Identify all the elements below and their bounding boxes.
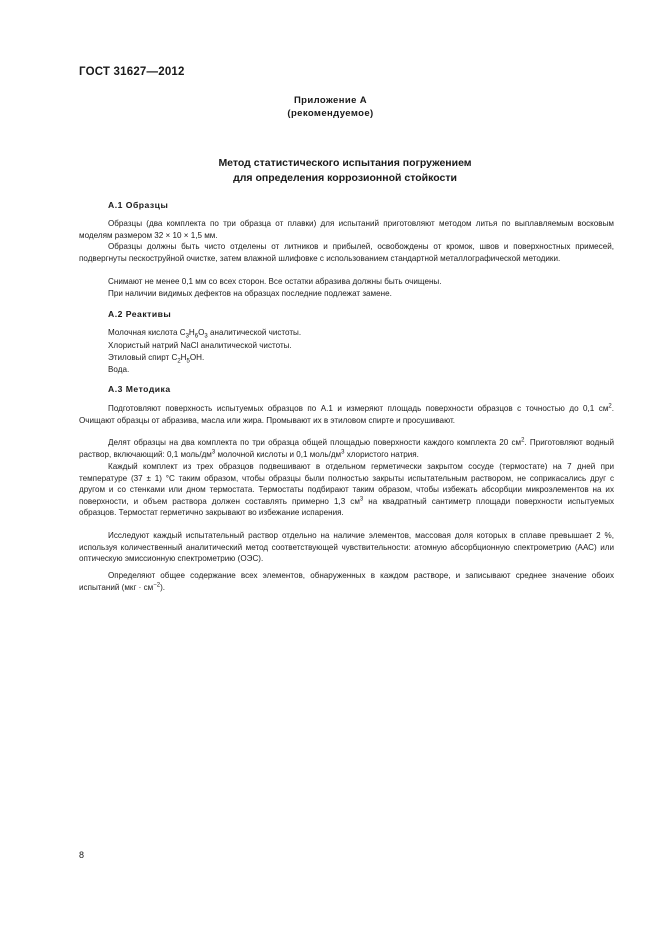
section-a1-paragraph: Снимают не менее 0,1 мм со всех сторон. Все остатки абразива должны быть очищены. xyxy=(108,277,442,286)
section-a1-paragraph: Образцы (два комплекта по три образца от плавки) для испытаний приготовляют методом литья по выплавляемым восковым моделям размером 32 × 10 × 1,5 мм. xyxy=(79,219,614,240)
method-title-line-1: Метод статистического испытания погружением xyxy=(218,157,472,169)
section-a2-heading: А.2 Реактивы xyxy=(108,309,172,319)
method-title-line-2: для определения коррозионной стойкости xyxy=(233,172,457,184)
reagent-sodium-chloride: Хлористый натрий NaCl аналитической чистоты. xyxy=(108,341,292,350)
section-a3-paragraph: Подготовляют поверхность испытуемых образцов по А.1 и измеряют площадь поверхности образцов с точностью до 0,1 $см^2$. Очищают образцы от абразива, масла или жира. Промывают их в этиловом спирте и просушивают. xyxy=(79,403,614,425)
annex-title: Приложение А xyxy=(293,95,368,106)
section-a3-paragraph: Делят образцы на два комплекта по три образца общей площадью поверхности каждого комплекта 20 $см^2$. Приготовляют водный раствор, включающий: 0,1 моль/$дм^3$ молочной кислоты и 0,1 моль/$дм^3$ хлористого натрия. xyxy=(79,437,615,459)
section-a1-paragraph: При наличии видимых дефектов на образцах последние подлежат замене. xyxy=(108,289,392,298)
section-a3-paragraph: Определяют общее содержание всех элементов, обнаруженных в каждом растворе, и записывают среднее значение обоих испытаний $(мкг \cdot см^{-2})$. xyxy=(79,571,614,592)
reagent-water: Вода. xyxy=(108,365,130,374)
reagent-ethanol: Этиловый спирт $C_2H_5OH$. xyxy=(108,353,205,365)
section-a1-heading: А.1 Образцы xyxy=(108,200,169,210)
section-a1-paragraph: Образцы должны быть чисто отделены от литников и прибылей, освобождены от кромок, швов и поверхностных примесей, подвергнуты пескоструйной очистке, затем влажной шлифовке с использованием стандартной металлографической методики. xyxy=(79,242,614,263)
page-number: 8 xyxy=(79,850,85,860)
annex-status: (рекомендуемое) xyxy=(287,108,374,119)
section-a3-paragraph: Каждый комплект из трех образцов подвешивают в отдельном герметически закрытом сосуде (термостате) на 7 дней при температуре (37 ± 1) °С таким образом, чтобы образцы были полностью закрыты испытательным раствором, не соприкасались друг с другом и со стенками или дном термостата. Термостаты подбирают таким образом, чтобы избежать абсорбции микроэлементов на их поверхности, и объем раствора должен составлять примерно 1,3 $см^3$ на квадратный сантиметр площади поверхности испытуемых образцов. Термостат герметично закрывают во избежание испарения. xyxy=(79,462,614,518)
section-a3-paragraph: Исследуют каждый испытательный раствор отдельно на наличие элементов, массовая доля которых в сплаве превышает 2 %, используя количественный аналитический метод соответствующей чувствительности: атомную абсорбционную спектрометрию (ААС) или оптическую эмиссионную спектрометрию (ОЭС). xyxy=(79,531,614,564)
section-a3-heading: А.3 Методика xyxy=(108,384,171,394)
reagent-lactic-acid: Молочная кислота $C_3H_6O_3$ аналитической чистоты. xyxy=(108,328,302,340)
standard-header: ГОСТ 31627—2012 xyxy=(79,66,185,78)
